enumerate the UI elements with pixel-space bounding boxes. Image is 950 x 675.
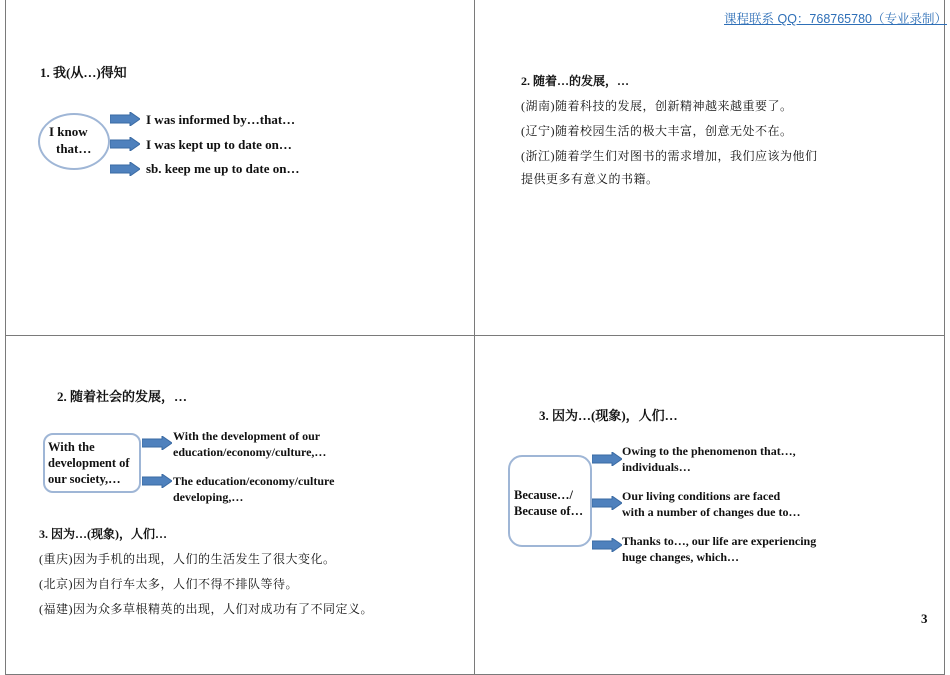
arrow-right-icon: [142, 474, 172, 488]
q4-box-line-2: Because of…: [514, 504, 584, 518]
q3-line: (北京)因为自行车太多，人们不得不排队等待。: [39, 577, 298, 591]
q4-item: [622, 488, 800, 520]
arrow-right-icon: [592, 538, 622, 552]
q1-item: sb. keep me up to date on…: [146, 161, 300, 176]
q3-item: [173, 473, 334, 505]
q3-item-line: With the development of our: [173, 429, 321, 443]
q4-item: [622, 533, 816, 565]
q3-item-line: The education/economy/culture: [173, 474, 335, 488]
q3-line: (福建)因为众多草根精英的出现，人们对成功有了不同定义。: [39, 602, 373, 616]
arrow-right-icon: [110, 112, 140, 126]
q3-box-line-3: our society,…: [48, 472, 121, 486]
q4-item-line: Thanks to…, our life are experiencing: [622, 534, 817, 548]
contact-link[interactable]: 课程联系 QQ：768765780（专业录制）: [724, 12, 947, 26]
q3-item-line: developing,…: [173, 490, 244, 504]
q3-item: [173, 428, 326, 460]
q1-oval-line-2: that…: [56, 141, 92, 156]
arrow-right-icon: [110, 162, 140, 176]
q3-line: (重庆)因为手机的出现，人们的生活发生了很大变化。: [39, 552, 336, 566]
arrow-right-icon: [592, 452, 622, 466]
q3-box-line-1: With the: [48, 440, 95, 454]
q2-line: (浙江)随着学生们对图书的需求增加，我们应该为他们: [521, 149, 818, 163]
q1-item: I was informed by…that…: [146, 112, 296, 127]
q2-line: (湖南)随着科技的发展，创新精神越来越重要了。: [521, 99, 793, 113]
q1-oval-line-1: I know: [49, 124, 88, 139]
q1-item: I was kept up to date on…: [146, 137, 292, 152]
arrow-right-icon: [142, 436, 172, 450]
q1-heading: 1. 我(从…)得知: [40, 65, 127, 80]
q4-item-line: huge changes, which…: [622, 550, 740, 564]
q2-heading: 2. 随着…的发展，…: [521, 74, 630, 88]
arrow-right-icon: [592, 496, 622, 510]
q3-box-line-2: development of: [48, 456, 130, 470]
q4-heading: 3. 因为…(现象)，人们…: [539, 408, 678, 423]
q3-item-line: education/economy/culture,…: [173, 445, 327, 459]
q2-line: (辽宁)随着校园生活的极大丰富，创意无处不在。: [521, 124, 793, 138]
slide-top-right: [474, 0, 945, 336]
q4-item: [622, 443, 796, 475]
q3-heading: 2. 随着社会的发展，…: [57, 389, 188, 404]
q4-box-line-1: Because…/: [514, 488, 574, 502]
q2-line: 提供更多有意义的书籍。: [521, 172, 659, 186]
q3-heading-2: 3. 因为…(现象)，人们…: [39, 527, 167, 541]
q4-item-line: individuals…: [622, 460, 691, 474]
page-number: 3: [921, 611, 928, 626]
q4-item-line: Owing to the phenomenon that…,: [622, 444, 796, 458]
arrow-right-icon: [110, 137, 140, 151]
q4-item-line: with a number of changes due to…: [622, 505, 801, 519]
q4-item-line: Our living conditions are faced: [622, 489, 781, 503]
